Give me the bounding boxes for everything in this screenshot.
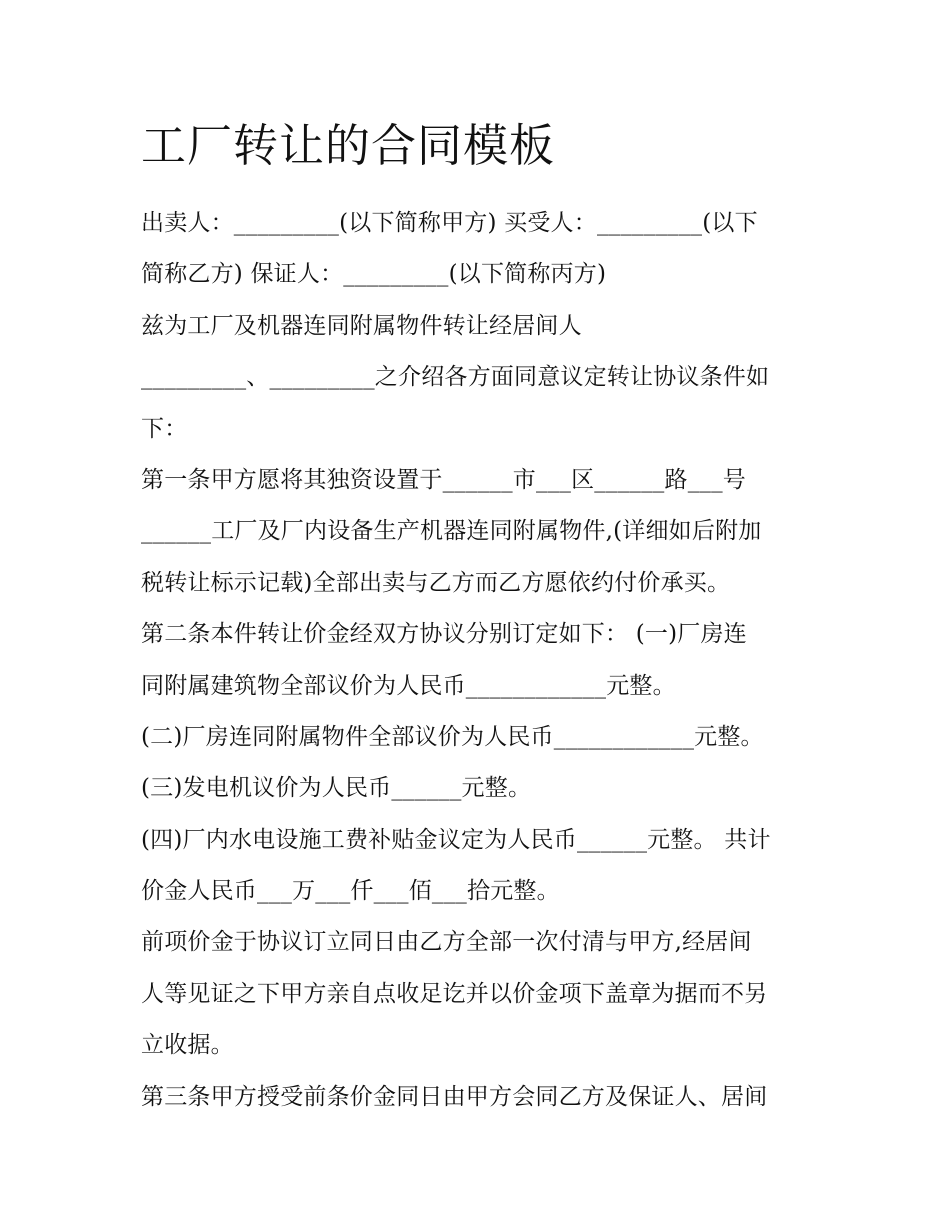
body-line: (四)厂内水电设施工费补贴金议定为人民币______元整。 共计 [141, 826, 771, 853]
body-line: 价金人民币___万___仟___佰___拾元整。 [141, 878, 560, 905]
body-line: 人等见证之下甲方亲自点收足讫并以价金项下盖章为据而不另 [141, 980, 768, 1007]
body-line: 简称乙方) 保证人：_________(以下简称丙方) [141, 261, 607, 288]
body-line: 兹为工厂及机器连同附属物件转让经居间人 [141, 312, 582, 339]
document-title: 工厂转让的合同模板 [141, 119, 556, 172]
body-line: 出卖人：_________(以下简称甲方) 买受人：_________(以下 [141, 210, 758, 236]
body-line: 第二条本件转让价金经双方协议分别订定如下： (一)厂房连 [141, 621, 747, 648]
body-line: 前项价金于协议订立同日由乙方全部一次付清与甲方,经居间 [141, 929, 752, 956]
body-line: 立收据。 [141, 1032, 234, 1059]
body-line: _________、_________之介绍各方面同意议定转让协议条件如 [141, 364, 770, 391]
body-line: 税转让标示记载)全部出卖与乙方而乙方愿依约付价承买。 [141, 569, 731, 596]
body-line: 第三条甲方授受前条价金同日由甲方会同乙方及保证人、居间 [141, 1083, 768, 1110]
body-line: ______工厂及厂内设备生产机器连同附属物件,(详细如后附加 [141, 518, 762, 545]
body-line: (三)发电机议价为人民币______元整。 [141, 775, 532, 802]
document-body [141, 198, 813, 1123]
body-line: (二)厂房连同附属物件全部议价为人民币____________元整。 [141, 723, 764, 750]
body-line: 下： [141, 415, 188, 442]
body-line: 同附属建筑物全部议价为人民币____________元整。 [141, 672, 676, 699]
body-line: 第一条甲方愿将其独资设置于______市___区______路___号 [141, 466, 746, 493]
